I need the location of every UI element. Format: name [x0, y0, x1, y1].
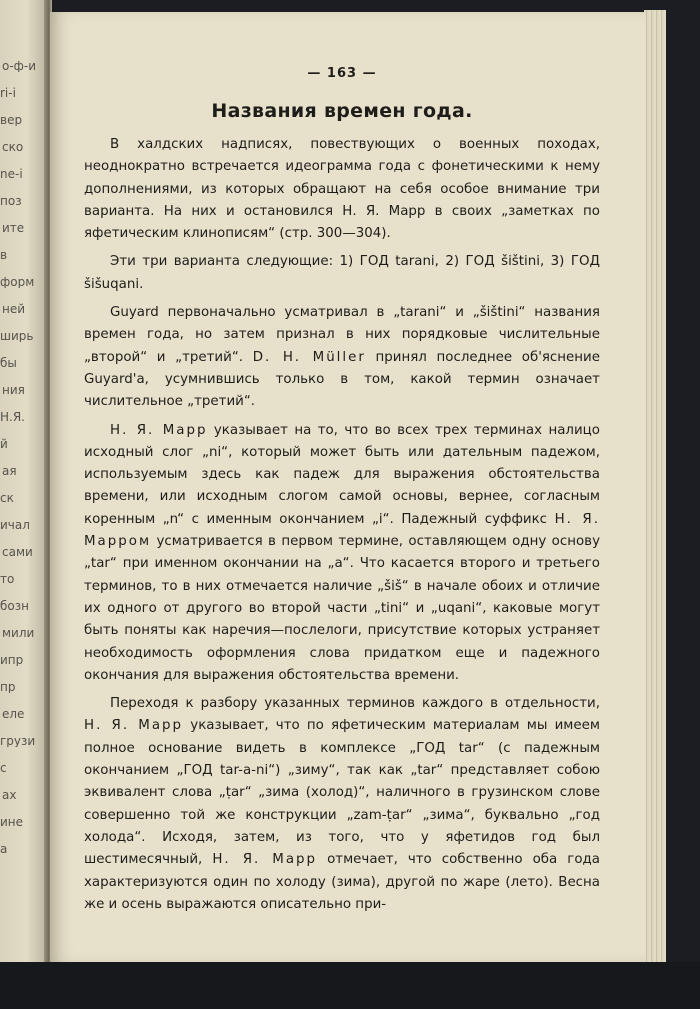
text-run: В халдских надписях, повествующих о военных походах, неоднократно встречается идеограмма года с фонетическими к нему дополнениями, из которых обращают на себя особое внимание три варианта. На них и остановился Н. Я. Марр в своих „заметках по яфетическим клинописям“ (стр. 300—304).	[84, 137, 600, 242]
left-page-fragment: с	[0, 762, 7, 774]
spaced-name: Н. Я. Марр	[212, 852, 318, 868]
left-page-fragment: ско	[2, 141, 24, 153]
left-page-fragment: грузи	[0, 735, 36, 747]
left-page-fragment: поз	[0, 195, 22, 207]
left-page-fragment: то	[0, 573, 15, 585]
left-page-fragment: ск	[0, 492, 14, 504]
text-run: отмечает, что собственно оба года характеризуются один по холоду (зима), другой по жаре (лето). Весна же и осень выражаются описательно при-	[84, 852, 600, 912]
book-page	[50, 12, 646, 962]
left-page-fragment: ине	[0, 816, 24, 828]
left-page-fragment: й	[0, 438, 8, 450]
left-page-fragment: ите	[2, 222, 25, 234]
left-page-fragment: а	[0, 843, 8, 855]
left-page-fragment: сами	[2, 546, 33, 558]
left-page-fragment: ri-i	[0, 87, 16, 99]
paragraph-5	[84, 693, 600, 916]
text-run: указывает, что по яфетическим материалам мы имеем полное основание видеть в комплексе „ГОД tar“ (с падежным окончанием „ГОД tar-a-ni“) „зиму“, так как „tar“ представляет собою эквивалент слова „ṭar“ „зима (холод)“, наличного в грузинском слове совершенно той же конструкции „zam-ṭar“ „зима“, буквально „год холода“. Исходя, затем, из того, что у яфетидов год был шестимесячный,	[84, 718, 600, 868]
paragraph-4	[84, 420, 600, 688]
section-heading: Названия времен года.	[211, 100, 473, 122]
spaced-name: Н. Я. Марр	[110, 422, 208, 438]
left-facing-page	[0, 0, 48, 1009]
page-number: — 163 —	[307, 66, 377, 81]
table-background	[0, 962, 700, 1009]
left-page-fragment: пр	[0, 681, 16, 693]
paragraph-2	[84, 251, 600, 296]
left-page-fragment: ней	[2, 303, 26, 315]
left-page-fragment: вер	[0, 114, 23, 126]
left-page-fragment: бы	[0, 357, 17, 369]
body-text	[84, 134, 600, 916]
left-page-fragment: ая	[2, 465, 17, 477]
text-run: принял последнее об'яснение Guyard'а, усумнившись только в том, какой термин означает числительное „третий“.	[84, 349, 600, 410]
left-page-fragment: ширь	[0, 330, 34, 342]
left-page-fragment: еле	[2, 708, 25, 720]
text-run: Эти три варианта следующие: 1) ГОД tarani, 2) ГОД šištini, 3) ГОД šišuqani.	[84, 254, 600, 292]
spaced-name: D. H. Müller	[252, 349, 366, 365]
left-page-fragment: ne-i	[0, 168, 23, 180]
left-page-fragment: о-ф-и	[2, 60, 37, 72]
text-run: Переходя к разбору указанных терминов каждого в отдельности,	[110, 696, 600, 712]
left-page-fragment: ипр	[0, 654, 24, 666]
left-page-fragment: бозн	[0, 600, 29, 612]
left-page-fragment: в	[0, 249, 8, 261]
paragraph-1	[84, 134, 600, 245]
left-page-fragment: мили	[2, 627, 35, 639]
spaced-name: Н. Я. Марр	[84, 718, 184, 734]
page-edges	[644, 10, 666, 970]
spaced-name: Н. Я. Марром	[84, 511, 600, 550]
left-page-fragment: форм	[0, 276, 35, 288]
text-run: Guyard первоначально усматривал в „tarani“ и „šištini“ названия времен года, но затем признал в них порядковые числительные „второй“ и „третий“.	[84, 305, 600, 365]
left-page-fragment: ичал	[0, 519, 30, 531]
text-run: указывает на то, что во всех трех терминах налицо исходный слог „ni“, который может быть или дательным падежом, используемым здесь как падеж для выражения обстоятельства времени, или исходным слогом самой основы, вернее, согласным коренным „n“ с именным окончанием „i“. Падежный суффикс	[84, 422, 600, 527]
left-page-fragment: Н.Я.	[0, 411, 25, 423]
left-page-fragment: ния	[2, 384, 25, 396]
page-content	[84, 64, 600, 922]
text-run: усматривается в первом термине, оставляющем одну основу „tar“ при именном окончании на „a“. Что касается второго и третьего терминов, то в них отмечается наличие „šiš“ в начале обоих и отличие их одного от другого во второй части „tini“ и „uqani“, каковые могут быть поняты как наречия—послелоги, присутствие которых устраняет необходимость оформления слова придатком еще и падежного окончания для выражения обстоятельства времени.	[84, 534, 600, 683]
left-page-fragment: ах	[2, 789, 17, 801]
paragraph-3	[84, 302, 600, 413]
